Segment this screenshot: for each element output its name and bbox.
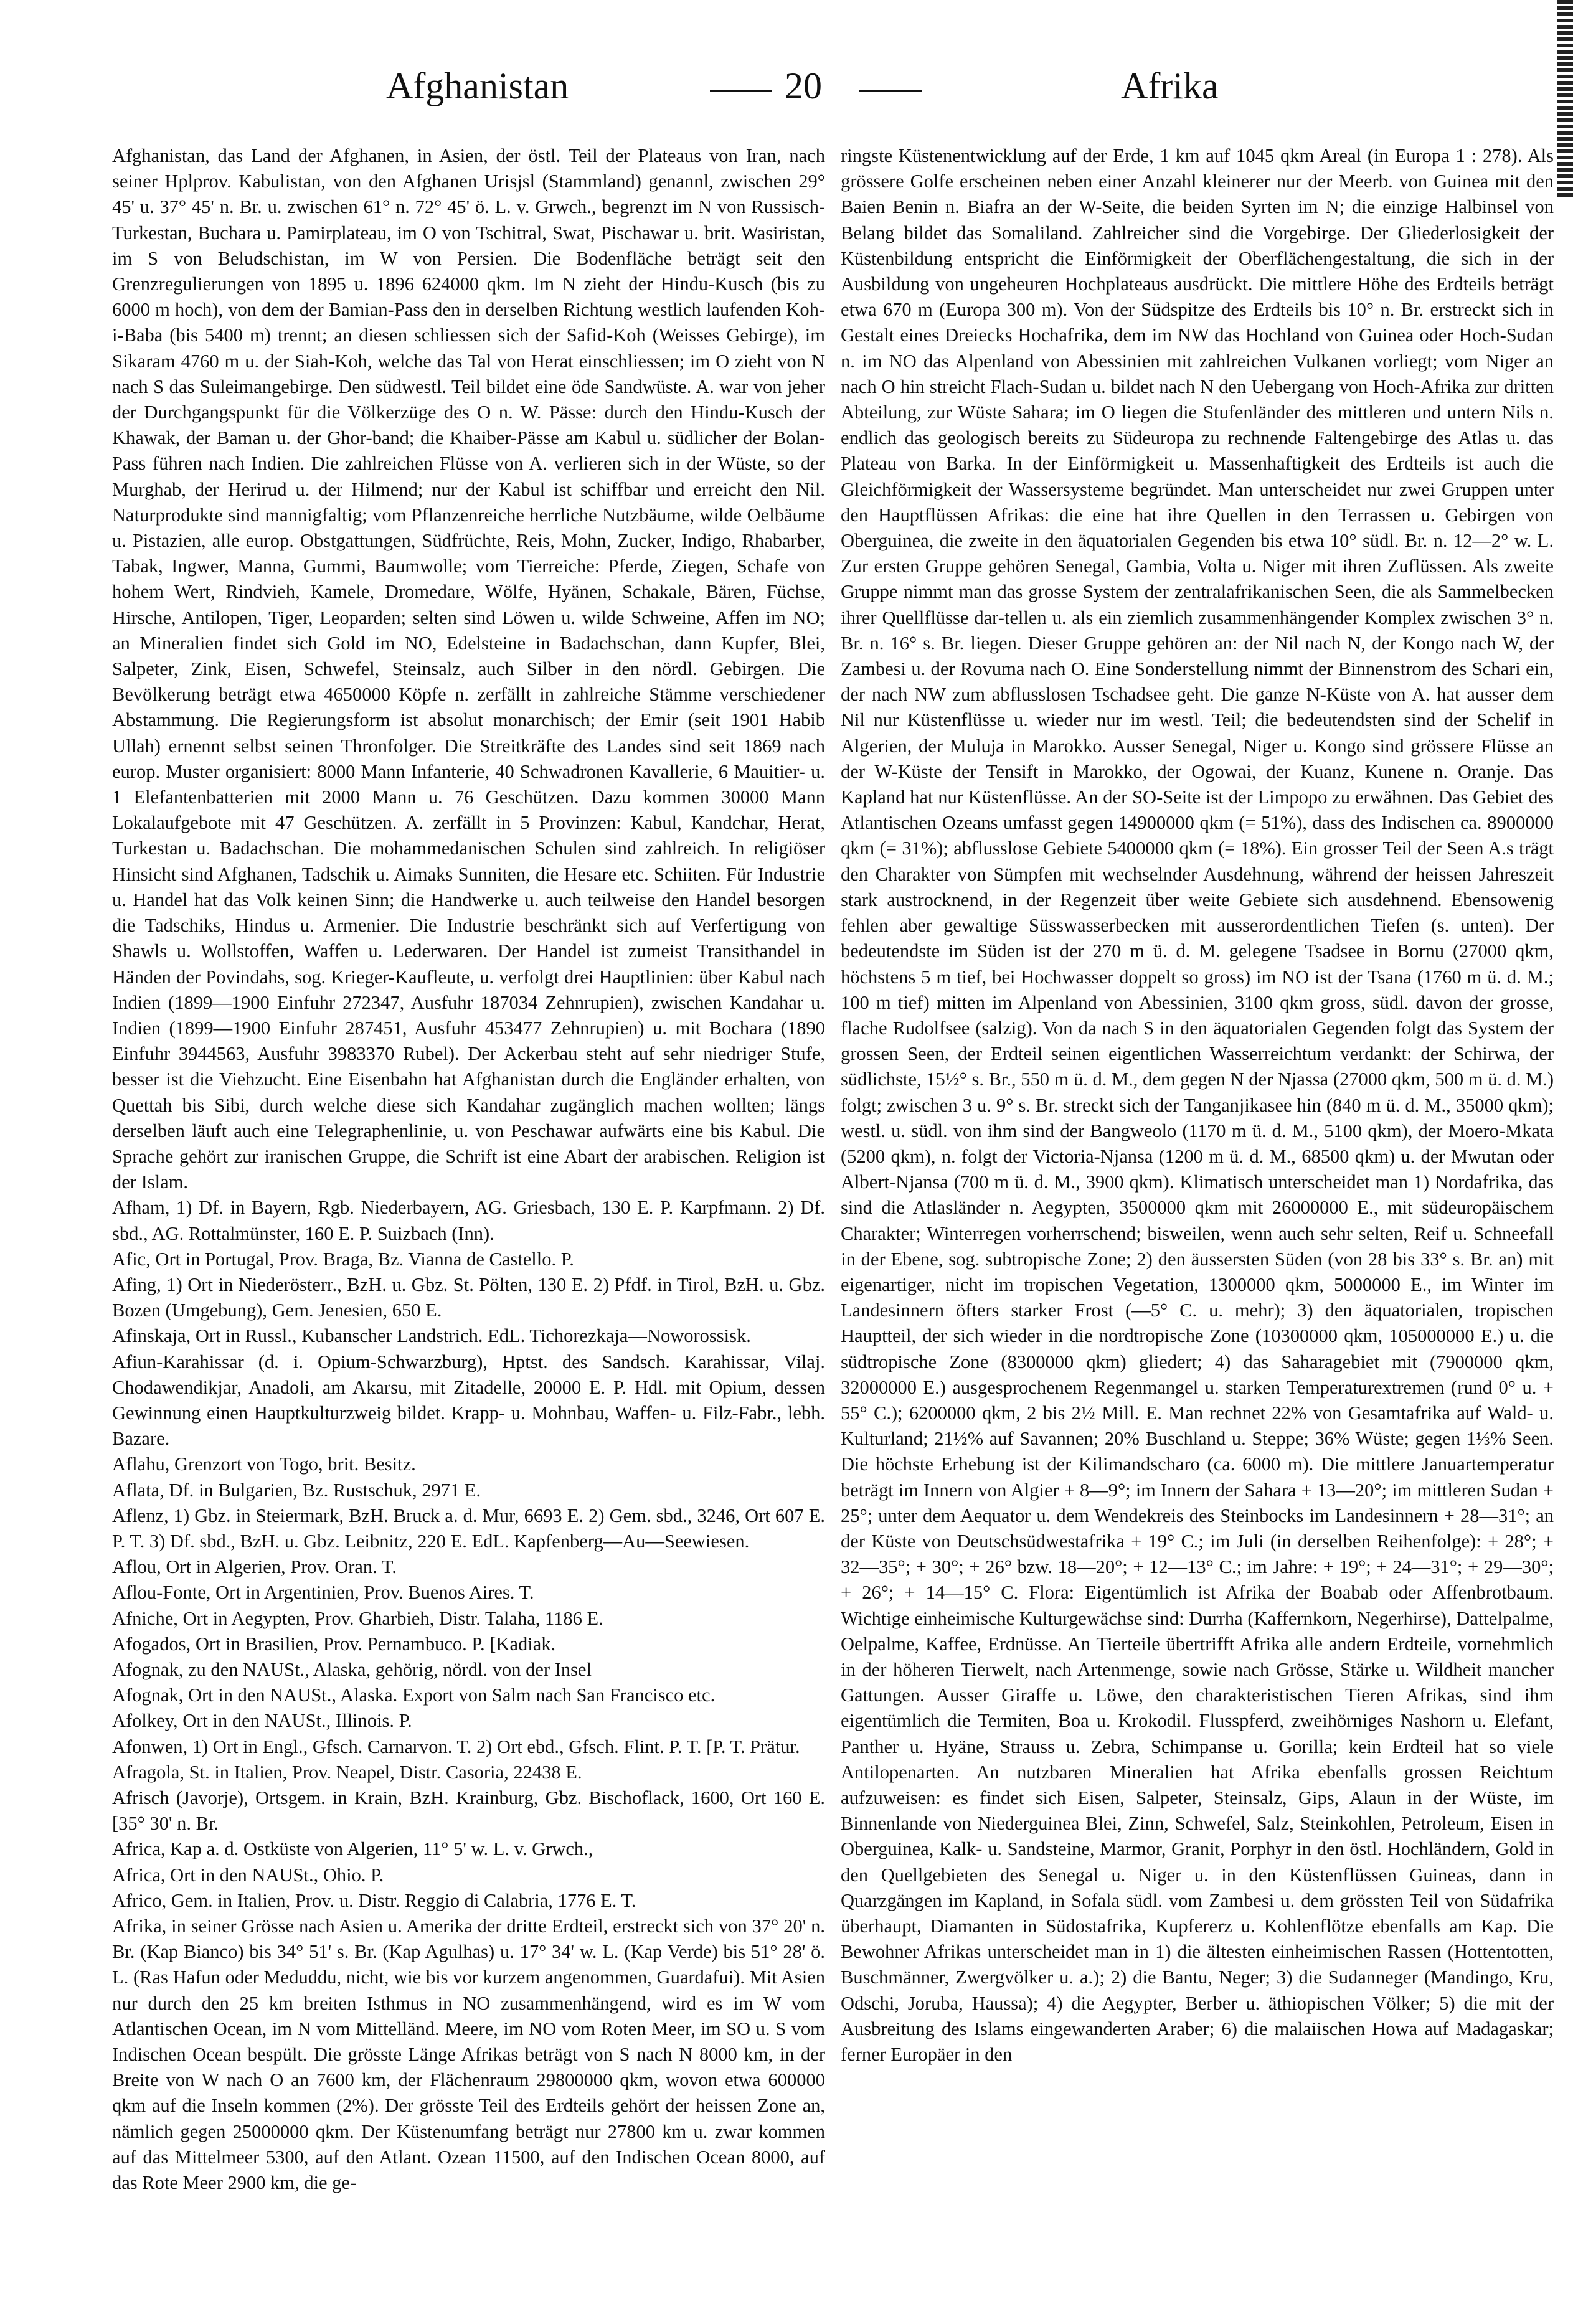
right-column xyxy=(841,143,1554,2067)
entry-aflou-fonte: Aflou-Fonte, Ort in Argentinien, Prov. Buenos Aires. T. xyxy=(112,1582,534,1604)
entry-afghanistan: Afghanistan, das Land der Afghanen, in Asien, der östl. Teil der Plateaus von Iran, nach seiner Hplprov. Kabulistan, von den Afghanen Urisjsl (Stammland) genannl, zwischen 29° 45' u. 37° 45' n. Br. u. zwischen 61° n. 72° 45' ö. L. v. Grwch., begrenzt im N von Russisch-Turkestan, Buchara u. Pamirplateau, im O von Tschitral, Swat, Pischawar u. brit. Wasiristan, im S von Beludschistan, im W von Persien. Die Bodenfläche beträgt seit den Grenzregulierungen von 1895 u. 1896 624000 qkm. Im N zieht der Hindu-Kusch (bis zu 6000 m hoch), von dem der Bamian-Pass den in derselben Richtung westlich laufenden Koh-i-Baba (bis 5400 m) trennt; an diesen schliessen sich der Safid-Koh (Weisses Gebirge), im Sikaram 4760 m u. der Siah-Koh, welche das Tal von Herat einschliessen; im O zieht von N nach S das Suleimangebirge. Den südwestl. Teil bildet eine öde Sandwüste. A. war von jeher der Durchgangspunkt für die Völkerzüge des O n. W. Pässe: durch den Hindu-Kusch der Khawak, der Baman u. der Ghor-band; die Khaiber-Pässe am Kabul u. südlicher der Bolan-Pass führen nach Indien. Die zahlreichen Flüsse von A. verlieren sich in der Wüste, so der Murghab, der Herirud u. der Hilmend; nur der Kabul ist schiffbar und erreicht den Nil. Naturprodukte sind mannigfaltig; vom Pflanzenreiche herrliche Nutzbäume, wilde Oelbäume u. Pistazien, alle europ. Obstgattungen, Südfrüchte, Reis, Mohn, Zucker, Indigo, Rhabarber, Tabak, Ingwer, Manna, Gummi, Baumwolle; vom Tierreiche: Pferde, Ziegen, Schafe von hohem Wert, Rindvieh, Kamele, Dromedare, Wölfe, Hyänen, Schakale, Bären, Füchse, Hirsche, Antilopen, Tiger, Leoparden; selten sind Löwen u. wilde Schweine, Affen im NO; an Mineralien findet sich Gold im NO, Edelsteine in Badachschan, dann Kupfer, Blei, Salpeter, Zink, Eisen, Schwefel, Steinsalz, auch Silber in den nördl. Gebirgen. Die Bevölkerung beträgt etwa 4650000 Köpfe n. zerfällt in zahlreiche Stämme verschiedener Abstammung. Die Regierungsform ist absolut monarchisch; der Emir (seit 1901 Habib Ullah) ernennt selbst seinen Thronfolger. Die Streitkräfte des Landes sind seit 1869 nach europ. Muster organisiert: 8000 Mann Infanterie, 40 Schwadronen Kavallerie, 6 Mauitier- u. 1 Elefantenbatterien mit 2000 Mann u. 76 Geschützen. Dazu kommen 30000 Mann Lokalaufgebote mit 47 Geschützen. A. zerfällt in 5 Provinzen: Kabul, Kandchar, Herat, Turkestan u. Badachschan. Die mohammedanischen Schulen sind zahlreich. In religiöser Hinsicht sind Afghanen, Tadschik u. Aimaks Sunniten, die Hesare etc. Schiiten. Für Industrie u. Handel hat das Volk keinen Sinn; die Handwerke u. auch teilweise den Handel besorgen die Tadschiks, Hindus u. Armenier. Die Industrie beschränkt sich auf Verfertigung von Shawls u. Wollstoffen, Waffen u. Lederwaren. Der Handel ist zumeist Transithandel in Händen der Povindahs, sog. Krieger-Kaufleute, u. verfolgt drei Hauptlinien: über Kabul nach Indien (1899—1900 Einfuhr 272347, Ausfuhr 187034 Zehnrupien), zwischen Kandahar u. Indien (1899—1900 Einfuhr 287451, Ausfuhr 453477 Zehnrupien) u. mit Bochara (1890 Einfuhr 3944563, Ausfuhr 3983370 Rubel). Der Ackerbau steht auf sehr niedriger Stufe, besser ist die Viehzucht. Eine Eisenbahn hat Afghanistan durch die Engländer erhalten, von Quettah bis Sibi, durch welche diese sich Kandahar zugänglich machen wollten; längs derselben läuft auch eine Telegraphenlinie, u. von Peschawar aufwärts eine bis Kabul. Die Sprache gehört zur iranischen Gruppe, die Schrift ist eine Abart der arabischen. Religion ist der Islam. xyxy=(112,145,825,1193)
entry-africo: Africo, Gem. in Italien, Prov. u. Distr. Reggio di Calabria, 1776 E. T. xyxy=(112,1889,636,1911)
entry-afinskaja: Afinskaja, Ort in Russl., Kubanscher Landstrich. EdL. Tichorezkaja—Noworossisk. xyxy=(112,1325,751,1347)
header-right-title: Afrika xyxy=(1121,65,1219,106)
entry-aflata: Aflata, Df. in Bulgarien, Bz. Rustschuk, 2971 E. xyxy=(112,1479,481,1501)
entry-afogados: Afogados, Ort in Brasilien, Prov. Pernambuco. P. [Kadiak. xyxy=(112,1633,556,1655)
entry-afrika: Afrika, in seiner Grösse nach Asien u. Amerika der dritte Erdteil, erstreckt sich von 37° 20' n. Br. (Kap Bianco) bis 34° 51' s. Br. (Kap Agulhas) u. 17° 34' w. L. (Kap Verde) bis 51° 28' ö. L. (Ras Hafun oder Meduddu, nicht, wie bis vor kurzem angenommen, Guardafui). Mit Asien nur durch den 25 km breiten Isthmus in NO zusammenhängend, wird es im W vom Atlantischen Ocean, im N vom Mittelländ. Meere, im NO vom Roten Meer, im SO u. S vom Indischen Ocean bespült. Die grösste Länge Afrikas beträgt von S nach N 8000 km, in der Breite von W nach O an 7600 km, der Flächenraum 29800000 qkm, wovon etwa 600000 qkm auf die Inseln kommen (2%). Der grösste Teil des Erdteils gehört der heissen Zone an, nämlich gegen 25000000 qkm. Der Küstenumfang beträgt nur 27800 km u. zwar kommen auf das Mittelmeer 5300, auf den Atlant. Ozean 11500, auf den Indischen Ocean 8000, auf das Rote Meer 2900 km, die ge- xyxy=(112,1915,825,2194)
entry-afognak-island: Afognak, zu den NAUSt., Alaska, gehörig, nördl. von der Insel xyxy=(112,1658,592,1680)
entry-africa-ohio: Africa, Ort in den NAUSt., Ohio. P. xyxy=(112,1864,384,1886)
entry-afrisch: Afrisch (Javorje), Ortsgem. in Krain, BzH. Krainburg, Gbz. Bischoflack, 1600, Ort 160 E. [35° 30' n. Br. xyxy=(112,1787,825,1835)
entry-afiun-karahissar: Afiun-Karahissar (d. i. Opium-Schwarzburg), Hptst. des Sandsch. Karahissar, Vilaj. Chodawendikjar, Anadoli, am Akarsu, mit Zitadelle, 20000 E. P. Hdl. mit Opium, dessen Gewinnung einen Hauptkulturzweig bildet. Krapp- u. Mohnbau, Waffen- u. Filz-Fabr., lebh. Bazare. xyxy=(112,1351,825,1450)
entry-africa-kap: Africa, Kap a. d. Ostküste von Algerien, 11° 5' w. L. v. Grwch., xyxy=(112,1838,593,1860)
entry-afic: Afic, Ort in Portugal, Prov. Braga, Bz. Vianna de Castello. P. xyxy=(112,1248,574,1270)
entry-aflou: Aflou, Ort in Algerien, Prov. Oran. T. xyxy=(112,1556,397,1578)
page-header xyxy=(100,65,1544,121)
entry-afrika-continued: ringste Küstenentwicklung auf der Erde, 1 km auf 1045 qkm Areal (in Europa 1 : 278). Als grössere Golfe erscheinen neben einer Anzahl kleinerer nur der Meerb. von Guinea mit den Baien Benin n. Biafra an der W-Seite, die beiden Syrten im N; die einzige Halbinsel von Belang bildet das Somaliland. Zahlreicher sind die Vorgebirge. Der Gliederlosigkeit der Küstenbildung entspricht die Einförmigkeit der Oberflächengestaltung, die sich in der Ausbildung von ungeheuren Hochplateaus ausdrückt. Die mittlere Höhe des Erdteils beträgt etwa 670 m (Europa 300 m). Von der Südspitze des Erdteils bis 10° n. Br. erstreckt sich in Gestalt eines Dreiecks Hochafrika, dem im NW das Hochland von Guinea oder Hoch-Sudan n. im NO das Alpenland von Abessinien mit zahlreichen Vulkanen vorliegt; vom Niger an nach O hin streicht Flach-Sudan u. bildet nach N den Uebergang von Hoch-Afrika zur dritten Abteilung, zur Wüste Sahara; im O liegen die Stufenländer des mittleren und untern Nils n. endlich das geologisch bereits zu Südeuropa zu rechnende Faltengebirge des Atlas u. das Plateau von Barka. In der Einförmigkeit u. Massenhaftigkeit des Erdteils ist auch die Gleichförmigkeit der Wassersysteme begründet. Man unterscheidet nur zwei Gruppen unter den Hauptflüssen Afrikas: die eine hat ihre Quellen in den Terrassen u. Gebirgen von Oberguinea, die zweite in den äquatorialen Gegenden bis etwa 10° südl. Br. n. 12—2° w. L. Zur ersten Gruppe gehören Senegal, Gambia, Volta u. Niger mit ihren Zuflüssen. Als zweite Gruppe nimmt man das grosse System der zentralafrikanischen Seen, die als Sammelbecken ihrer Quellflüsse dar-tellen u. als ein ziemlich zusammenhängender Komplex zwischen 3° n. Br. n. 16° s. Br. liegen. Dieser Gruppe gehören an: der Nil nach N, der Kongo nach W, der Zambesi u. der Rovuma nach O. Eine Sonderstellung nimmt der Binnenstrom des Schari ein, der nach NW zum abflusslosen Tschadsee geht. Die ganze N-Küste von A. hat ausser dem Nil nur Küstenflüsse u. wieder nur im westl. Teil; die bedeutendsten sind der Schelif in Algerien, der Muluja in Marokko. Ausser Senegal, Niger u. Kongo sind grössere Flüsse an der W-Küste der Tensift in Marokko, der Ogowai, der Kuanz, Kunene n. Oranje. Das Kapland hat nur Küstenflüsse. An der SO-Seite ist der Limpopo zu erwähnen. Das Gebiet des Atlantischen Ozeans umfasst gegen 14900000 qkm (= 51%), dass des Indischen ca. 8900000 qkm (= 31%); abflusslose Gebiete 5400000 qkm (= 18%). Ein grosser Teil der Seen A.s trägt den Charakter von Sümpfen mit wechselnder Ausdehnung, während der heissen Jahreszeit stark austrocknend, in der Regenzeit über weite Gebiete sich ausdehnend. Ebensowenig fehlen aber gewaltige Süsswasserbecken mit ausserordentlichen Tiefen (s. unten). Der bedeutendste im Süden ist der 270 m ü. d. M. gelegene Tsadsee in Bornu (27000 qkm, höchstens 5 m tief, bei Hochwasser doppelt so gross) im NO ist der Tsana (1760 m ü. d. M.; 100 m tief) mitten im Alpenland von Abessinien, 3100 qkm gross, südl. davon der grosse, flache Rudolfsee (salzig). Von da nach S in den äquatorialen Gegenden folgt das System der grossen Seen, der Erdteil seinen eigentlichen Wasserreichtum verdankt: der Schirwa, der südlichste, 15½° s. Br., 550 m ü. d. M., dem gegen N der Njassa (27000 qkm, 500 m ü. d. M.) folgt; zwischen 3 u. 9° s. Br. streckt sich der Tanganjikasee hin (840 m ü. d. M., 35000 qkm); westl. u. südl. von ihm sind der Bangweolo (1170 m ü. d. M., 5100 qkm), der Moero-Mkata (5200 qkm), n. folgt der Victoria-Njansa (1200 m ü. d. M., 68500 qkm) u. der Mwutan oder Albert-Njansa (700 m ü. d. M., 3900 qkm). Klimatisch unterscheidet man 1) Nordafrika, das sind die Atlasländer n. Aegypten, 3500000 qkm mit 26000000 E., mit südeuropäischem Charakter; Winterregen vorherrschend; bisweilen, wenn auch sehr selten, Reif u. Schneefall in der Ebene, sog. subtropische Zone; 2) den äussersten Süden (von 28 bis 33° s. Br. an) mit eigenartiger, nicht im tropischen Vegetation, 1300000 qkm, 5000000 E., im Winter im Landesinnern öfters starker Frost (—5° C. u. mehr); 3) den äquatorialen, tropischen Hauptteil, der sich wieder in die nordtropische Zone (10300000 qkm, 105000000 E.) u. die südtropische Zone (8300000 qkm) gliedert; 4) das Saharagebiet mit (7900000 qkm, 32000000 E.) ausgesprochenem Regenmangel u. starken Temperaturextremen (rund 0° u. + 55° C.); 6200000 qkm, 2 bis 2½ Mill. E. Man rechnet 22% von Gesamtafrika auf Wald- u. Kulturland; 21½% auf Savannen; 20% Buschland u. Steppe; 36% Wüste; gegen 1⅓% Seen. Die höchste Erhebung ist der Kilimandscharo (ca. 6000 m). Die mittlere Januartemperatur beträgt im Innern von Algier + 8—9°; im Innern der Sahara + 13—20°; im mittleren Sudan + 25°; unter dem Aequator u. dem Wendekreis des Steinbocks im Landesinnern + 28—31°; an der Küste von Deutschsüdwestafrika + 19° C.; im Juli (in derselben Reihenfolge): + 28°; + 32—35°; + 30°; + 26° bzw. 18—20°; + 12—13° C.; im Jahre: + 19°; + 24—31°; + 29—30°; + 26°; + 14—15° C. Flora: Eigentümlich ist Afrika der Boabab oder Affenbrotbaum. Wichtige einheimische Kulturgewächse sind: Durrha (Kaffernkorn, Negerhirse), Dattelpalme, Oelpalme, Kaffee, Erdnüsse. An Tierteile übertrifft Afrika alle andern Erdteile, vornehmlich in der höheren Tierwelt, nach Artenmenge, sowie nach Grösse, Stärke u. Wildheit mancher Gattungen. Ausser Giraffe u. Löwe, den charakteristischen Tieren Afrikas, sind ihm eigentümlich die Termiten, Boa u. Krokodil. Flusspferd, zweihörniges Nashorn u. Elefant, Panther u. Hyäne, Strauss u. Zebra, Schimpanse u. Gorilla; kein Erdteil hat so viele Antilopenarten. An nutzbaren Mineralien hat Afrika ebenfalls grossen Reichtum aufzuweisen: es findet sich Eisen, Salpeter, Steinsalz, Gips, Alaun in der Wüste, im Binnenlande von Niederguinea Blei, Zinn, Schwefel, Salz, Steinkohlen, Petroleum, Eisen in Oberguinea, Kalk- u. Sandsteine, Marmor, Granit, Porphyr in den östl. Hochländern, Gold in den Quellgebieten des Senegal u. Niger u. in den Küstenflüssen Guineas, dann in Quarzgängen im Kapland, in Sofala südl. vom Zambesi u. dem grössten Teil von Südafrika überhaupt, Diamanten in Südostafrika, Kupfererz u. Kohlenflötze ebenfalls am Kap. Die Bewohner Afrikas unterscheidet man in 1) die ältesten einheimischen Rassen (Hottentotten, Buschmänner, Zwergvölker u. a.); 2) die Bantu, Neger; 3) die Sudanneger (Mandingo, Kru, Odschi, Joruba, Haussa); 4) die Aegypter, Berber u. äthiopischen Völker; 5) die mit der Ausbreitung des Islams eingewanderten Araber; 6) die malaiischen Howa auf Madagaskar; ferner Europäer in den xyxy=(841,145,1554,2066)
entry-afonwen: Afonwen, 1) Ort in Engl., Gfsch. Carnarvon. T. 2) Ort ebd., Gfsch. Flint. P. T. [P. T. Prätur. xyxy=(112,1736,800,1757)
entry-aflenz: Aflenz, 1) Gbz. in Steiermark, BzH. Bruck a. d. Mur, 6693 E. 2) Gem. sbd., 3246, Ort 607 E. P. T. 3) Df. sbd., BzH. u. Gbz. Leibnitz, 220 E. EdL. Kapfenberg—Au—Seewiesen. xyxy=(112,1504,825,1552)
page-number: 20 xyxy=(785,65,822,106)
page-edge-scan-mark xyxy=(1557,0,1573,199)
entry-afing: Afing, 1) Ort in Niederösterr., BzH. u. Gbz. St. Pölten, 130 E. 2) Pfdf. in Tirol, BzH. u. Gbz. Bozen (Umgebung), Gem. Jenesien, 650 E. xyxy=(112,1273,825,1321)
entry-afragola: Afragola, St. in Italien, Prov. Neapel, Distr. Casoria, 22438 E. xyxy=(112,1761,582,1783)
header-dash-right xyxy=(859,90,922,92)
header-dash-left xyxy=(710,90,772,92)
left-column xyxy=(112,143,825,2196)
entry-aflahu: Aflahu, Grenzort von Togo, brit. Besitz. xyxy=(112,1453,416,1475)
entry-afolkey: Afolkey, Ort in den NAUSt., Illinois. P. xyxy=(112,1710,412,1732)
entry-afognak: Afognak, Ort in den NAUSt., Alaska. Export von Salm nach San Francisco etc. xyxy=(112,1684,716,1706)
entry-afniche: Afniche, Ort in Aegypten, Prov. Gharbieh, Distr. Talaha, 1186 E. xyxy=(112,1607,603,1629)
header-left-title: Afghanistan xyxy=(386,65,569,106)
entry-afham: Afham, 1) Df. in Bayern, Rgb. Niederbayern, AG. Griesbach, 130 E. P. Karpfmann. 2) Df. sbd., AG. Rottalmünster, 160 E. P. Suizbach (Inn). xyxy=(112,1197,825,1244)
